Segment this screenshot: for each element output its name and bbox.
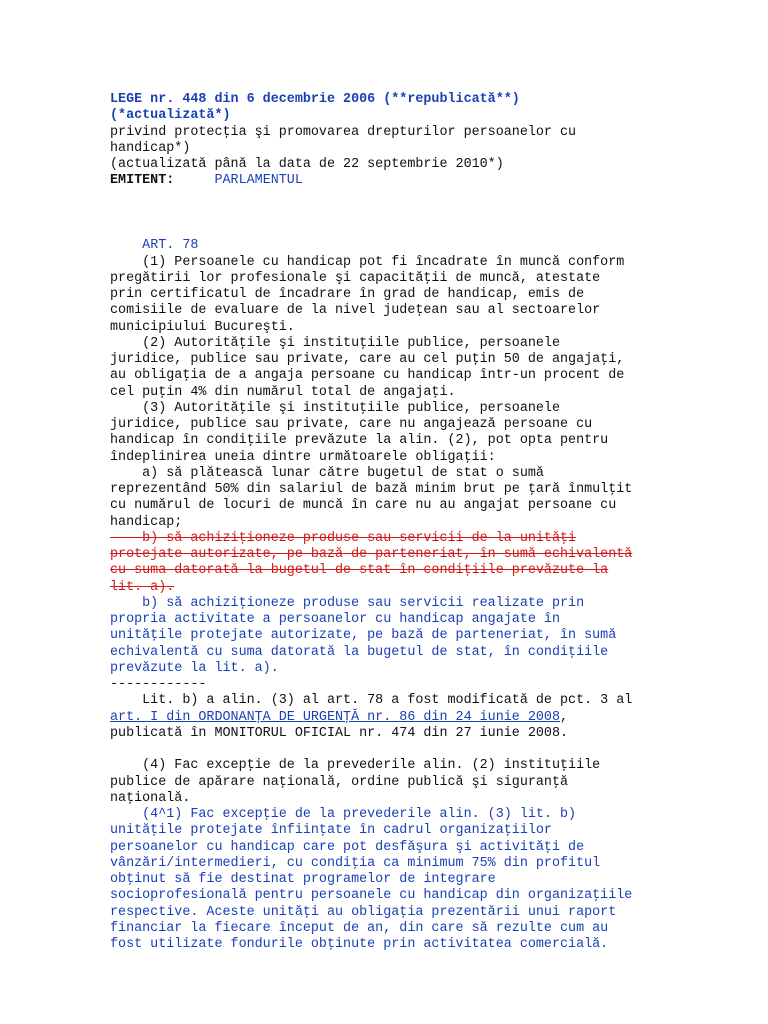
text-line: a) să plătească lunar către bugetul de stat o sumă: [110, 465, 544, 481]
text-line: publice de apărare naţională, ordine publică şi siguranţă: [110, 774, 569, 790]
amended-text-line: obţinut să fie destinat programelor de integrare: [110, 872, 496, 887]
deleted-text-line: b) să achiziţioneze produse sau servicii de la unităţi: [110, 530, 577, 546]
text-line: prin certificatul de încadrare în grad de handicap, emis de: [110, 287, 585, 302]
issuer-label: EMITENT:: [110, 173, 175, 189]
amended-text-line: (4^1) Fac excepţie de la prevederile alin. (3) lit. b): [110, 807, 577, 822]
amendment-note: [110, 693, 760, 742]
text-line: comisiile de evaluare de la nivel judeţean sau al sectoarelor: [110, 303, 601, 319]
amended-text-line: respective. Aceste unităţi au obligaţia prezentării unui raport: [110, 904, 617, 920]
amended-text-line: financiar la fiecare început de an, din care să rezulte cum au: [110, 920, 609, 936]
amended-text-line: b) să achiziţioneze produse sau servicii realizate prin: [110, 595, 585, 611]
text-line: publicată în MONITORUL OFICIAL nr. 474 din 27 iunie 2008.: [110, 725, 569, 741]
text-line: (1) Persoanele cu handicap pot fi încadrate în muncă conform: [110, 254, 625, 270]
amended-text-line: socioprofesională pentru persoanele cu handicap din organizaţiile: [110, 888, 633, 904]
law-title: LEGE nr. 448 din 6 decembrie 2006 (**republicată**): [110, 92, 520, 107]
text-line: naţională.: [110, 790, 191, 806]
paragraph-3-letter-a: [110, 466, 760, 531]
deleted-text-line: cu suma datorată la bugetul de stat în condiţiile prevăzute la: [110, 563, 609, 579]
law-subtitle-2: handicap*): [110, 140, 191, 156]
text-line: pregătirii lor profesionale şi capacităţii de muncă, atestate: [110, 270, 601, 286]
text-line: handicap în condiţiile prevăzute la alin. (2), pot opta pentru: [110, 433, 609, 449]
paragraph-2: [110, 336, 760, 401]
amended-text-line: vânzări/intermedieri, cu condiţia ca minimum 75% din profitul: [110, 855, 601, 871]
text-line: îndeplinirea uneia dintre următoarele obligaţii:: [110, 449, 496, 465]
deleted-text-line: protejate autorizate, pe bază de parteneriat, în sumă echivalentă: [110, 547, 633, 562]
paragraph-1: [110, 255, 760, 336]
text-line: (3) Autorităţile şi instituţiile publice, persoanele: [110, 400, 560, 416]
text-line: Lit. b) a alin. (3) al art. 78 a fost modificată de pct. 3 al: [110, 693, 633, 709]
amended-text-line: prevăzute la lit. a).: [110, 660, 279, 676]
paragraph-4-1: [110, 807, 760, 953]
amended-text-line: unităţile protejate înfiinţate în cadrul organizaţiilor: [110, 823, 552, 839]
issuer-value: PARLAMENTUL: [214, 173, 303, 189]
text-line: reprezentând 50% din salariul de bază minim brut pe ţară înmulţit: [110, 482, 633, 497]
text-line: cu numărul de locuri de muncă în care nu au angajat persoane cu: [110, 498, 617, 514]
paragraph-3-letter-b-deleted: [110, 531, 760, 596]
text-line: cel puţin 4% din numărul total de angajaţi.: [110, 384, 456, 400]
text-line: municipiului Bucureşti.: [110, 319, 295, 335]
amended-text-line: propria activitate a persoanelor cu handicap angajate în: [110, 612, 560, 627]
law-title-status: (*actualizată*): [110, 108, 231, 124]
amended-text-line: persoanelor cu handicap care pot desfăşura şi activităţi de: [110, 839, 585, 855]
text-line: (2) Autorităţile şi instituţiile publice, persoanele: [110, 335, 560, 351]
deleted-text-line: lit. a).: [110, 579, 175, 595]
paragraph-4: [110, 758, 760, 807]
paragraph-3-letter-b-amended: [110, 596, 760, 677]
amended-text-line: unităţile protejate autorizate, pe bază de parteneriat, în sumă: [110, 628, 617, 644]
note-link-row: art. I din ORDONANŢA DE URGENŢĂ nr. 86 din 24 iunie 2008,: [110, 709, 569, 725]
text-line: (4) Fac excepţie de la prevederile alin. (2) instituţiile: [110, 758, 601, 774]
amendment-separator: ------------: [110, 677, 207, 692]
amended-text-line: echivalentă cu suma datorată la bugetul de stat, în condiţiile: [110, 644, 609, 660]
text-line: juridice, publice sau private, care au cel puţin 50 de angajaţi,: [110, 352, 625, 367]
law-subtitle-1: privind protecţia şi promovarea drepturilor persoanelor cu: [110, 124, 577, 140]
law-updated-date: (actualizată până la data de 22 septembrie 2010*): [110, 157, 504, 172]
issuer-row: [110, 173, 760, 189]
paragraph-3: [110, 401, 760, 466]
text-line: juridice, publice sau private, care nu angajează persoane cu: [110, 417, 593, 432]
amended-text-line: fost utilizate fondurile obţinute prin activitatea comercială.: [110, 937, 609, 952]
text-line: handicap;: [110, 514, 183, 530]
article-heading: ART. 78: [142, 238, 199, 254]
ordinance-link[interactable]: art. I din ORDONANŢA DE URGENŢĂ nr. 86 din 24 iunie 2008: [110, 709, 560, 725]
text-line: au obligaţia de a angaja persoane cu handicap într-un procent de: [110, 368, 625, 384]
law-document: [110, 92, 760, 953]
